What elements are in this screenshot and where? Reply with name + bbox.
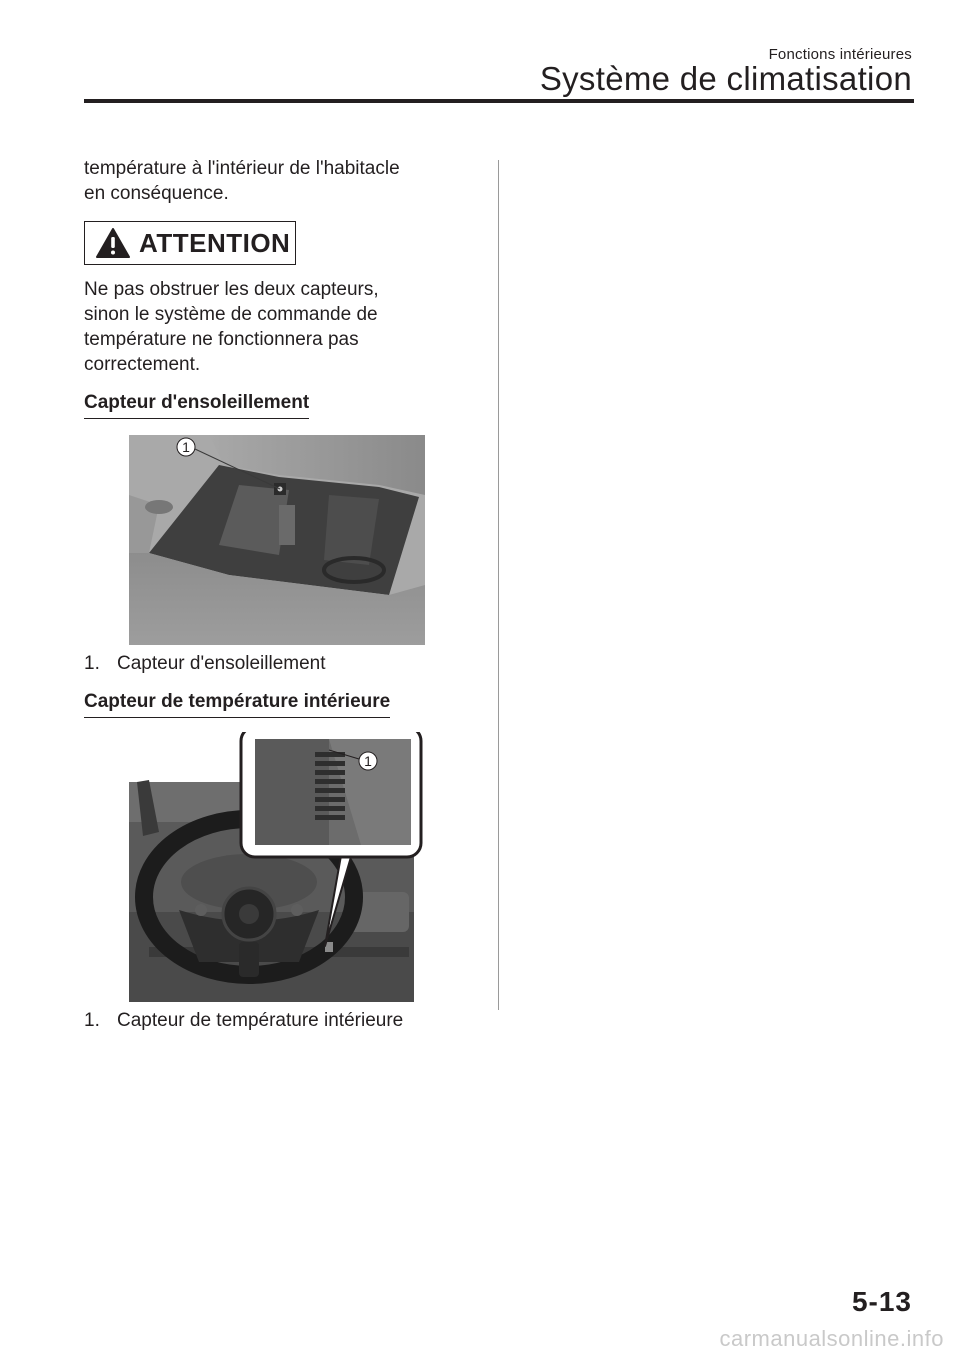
sunlight-sensor-caption: [84, 651, 484, 676]
page-number: 5-13: [851, 1286, 912, 1317]
header-rule: [84, 99, 914, 103]
caption-text: Capteur d'ensoleillement: [117, 653, 326, 674]
attention-text: [84, 277, 484, 377]
watermark: carmanualsonline.info: [719, 1326, 944, 1351]
temperature-callout-label: 1: [364, 753, 372, 769]
warning-icon: [95, 227, 131, 259]
left-column: [84, 156, 484, 1033]
caption-number: 1.: [84, 653, 100, 674]
column-divider: [498, 160, 499, 1010]
intro-line-2: en conséquence.: [84, 183, 229, 204]
attention-line-1: Ne pas obstruer les deux capteurs,: [84, 279, 379, 300]
temperature-sensor-caption: [84, 1008, 484, 1033]
attention-line-2: sinon le système de commande de: [84, 304, 378, 325]
intro-line-1: température à l'intérieur de l'habitacle: [84, 158, 400, 179]
caption-number: 1.: [84, 1010, 100, 1031]
attention-line-3: température ne fonctionnera pas: [84, 329, 359, 350]
sunlight-sensor-illustration: [129, 435, 425, 645]
section-heading-sunlight-sensor: Capteur d'ensoleillement: [84, 390, 309, 419]
attention-box: [84, 221, 296, 265]
attention-line-4: correctement.: [84, 354, 201, 375]
caption-text: Capteur de température intérieure: [117, 1010, 404, 1031]
page-title: Système de climatisation: [539, 60, 912, 97]
header-section-label: Fonctions intérieures: [768, 46, 912, 63]
attention-label: ATTENTION: [139, 227, 291, 258]
section-heading-temperature-sensor: Capteur de température intérieure: [84, 689, 390, 718]
sunlight-callout-label: 1: [182, 439, 190, 455]
temperature-sensor-illustration: [129, 732, 429, 1002]
